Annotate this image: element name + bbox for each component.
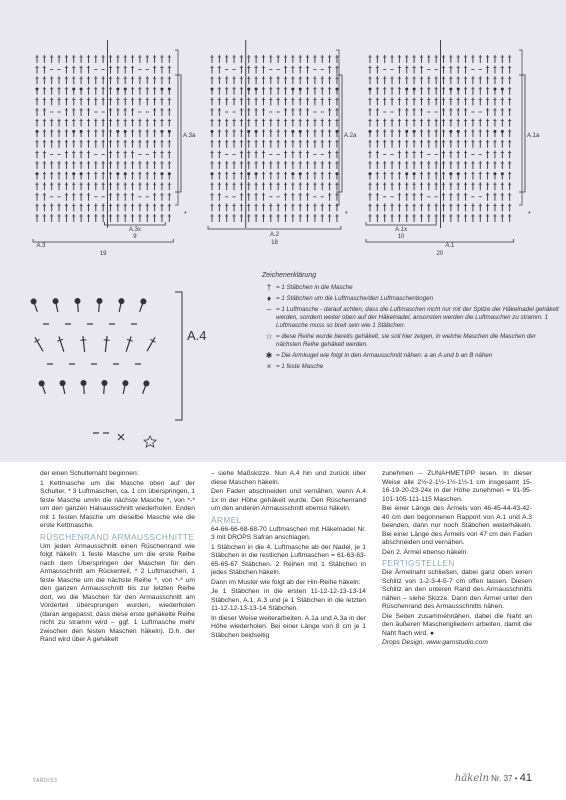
dagger-icon: † <box>266 283 272 292</box>
bobble-dot <box>72 130 75 133</box>
paragraph: Dann im Muster wie folgt ab der Hin-Reihe häkeln: <box>211 578 361 586</box>
bobble-dot <box>160 172 163 175</box>
credit-line: Drops Design, www.garnstudio.com <box>382 639 488 646</box>
bobble-dot <box>299 88 302 91</box>
ruffle-bobble <box>52 298 61 313</box>
bobble-dot <box>72 172 75 175</box>
width-label: A.3 <box>36 243 46 249</box>
bobble-dot <box>405 130 408 133</box>
ruffle-dagger <box>80 336 88 353</box>
bobble-dot <box>247 172 250 175</box>
width-label: A.1x <box>395 227 408 233</box>
ruffle-dagger <box>32 336 45 353</box>
legend-row <box>262 284 562 292</box>
ruffle-bobble <box>137 298 147 313</box>
ruffle-bobble <box>116 298 125 313</box>
ruffle-dagger <box>144 336 157 353</box>
bobble-dot <box>36 88 39 91</box>
ruffle-dagger <box>56 336 67 353</box>
star-marker: * <box>184 211 187 218</box>
page-number: 41 <box>519 772 532 784</box>
bobble-dot <box>255 172 258 175</box>
paragraph: Die Ärmelnaht schließen, dabei ganz oben einen Schlitz von 1-2-3-4-5-7 cm offen lassen. Diesen Schlitz an den unteren Rand des Armausschnitts nähen – siehe Skizze. Dann den Ärmel unter den Rüschenrand des Armausschnitts nähen. <box>382 569 532 610</box>
bobble-dot <box>457 88 460 91</box>
legend-row <box>262 363 562 371</box>
bobble-dot <box>369 130 372 133</box>
bobble-dot <box>38 380 46 388</box>
legend-row <box>262 295 562 303</box>
ruffle-dagger <box>102 336 110 353</box>
bobble-dot <box>335 130 338 133</box>
star-marker: * <box>345 211 348 218</box>
section-heading: RÜSCHENRAND ARMAUSSCHNITTE <box>40 532 195 542</box>
bobble-dot <box>52 298 59 305</box>
bobble-dot <box>168 88 171 91</box>
bobble-dot <box>405 172 408 175</box>
ruffle-bobble <box>96 298 103 312</box>
bobble-dot <box>405 88 408 91</box>
star-stitch <box>144 436 156 447</box>
width-label: 10 <box>397 234 405 240</box>
ruffle-bobble <box>30 298 40 313</box>
width-label: A.2 <box>269 232 279 238</box>
text-column-3 <box>382 470 532 649</box>
bobble-dot <box>493 130 496 133</box>
paragraph: zunehmen – ZUNAHMETIPP lesen. In dieser Weise alle 2½-2-1½-1½-1½-1 cm insgesamt 15-16-19-20-23-24x in der Höhe zunehmen = 91-95-101-105-111-115 Maschen. <box>382 470 532 503</box>
width-label: 18 <box>271 240 278 246</box>
width-label: 19 <box>99 251 107 257</box>
bobble-dot <box>74 298 80 304</box>
dagger-bar <box>104 340 110 341</box>
paragraph: 64-66-66-68-68-70 Luftmaschen mit Häkelnadel Nr. 3 mit DROPS Safran anschlagen. <box>211 525 366 541</box>
bobble-dot <box>122 380 129 387</box>
bobble-dot <box>247 130 250 133</box>
star-marker: * <box>528 211 531 218</box>
bobble-dot <box>80 130 83 133</box>
bobble-dot <box>36 172 39 175</box>
bobble-dot <box>247 88 250 91</box>
width-label: A.3x <box>128 227 141 233</box>
bobble-dot <box>413 88 416 91</box>
paragraph: Um jeden Armausschnitt einen Rüschenrand wie folgt häkeln: 1 feste Masche um die erste Reihe nach dem Überspringen der Maschen für den Armausschnitt am Rückenteil, * 2 Luftmaschen, 1 feste Masche um die nächste Reihe *, von *-* um den ganzen Armausschnitt bis zur letzten Reihe dort, wo die Maschen für den Armausschnitt am Vorderteil übersprungen wurden, wiederholen (daran angepasst, dass diese erste gehäkelte Reihe nicht zu stramm wird – ggf. 1 Luftmasche mehr zwischen den festen Maschen häkeln). D.h. der Rand wird über A gehäkelt <box>40 542 195 643</box>
repeat-bracket <box>175 50 178 205</box>
repeat-bracket <box>519 50 522 205</box>
dagger-stem <box>83 336 85 352</box>
paragraph: Den Faden abschneiden und vernähen, wenn A.4 1x in der Höhe gehäkelt wurde. Den Rüschenrand um den anderen Armausschnitt ebenso häkeln. <box>211 488 366 512</box>
magazine-name: häkeln <box>454 773 489 784</box>
paragraph: – siehe Maßskizze. Nun A.4 hin und zurück über diese Maschen häkeln. <box>211 470 366 486</box>
ruffle-bobble <box>101 380 108 394</box>
bobble-dot <box>501 88 504 91</box>
bobble-dot <box>299 130 302 133</box>
paragraph: Je 1 Stäbchen in die ersten 11-12-12-13-13-14 Stäbchen, A.1, A.3 und je 1 Stäbchen in die letzten 11-12-12-13-13-14 Stäbchen. <box>211 588 366 612</box>
text-column-1 <box>40 470 195 646</box>
bobble-dot <box>255 130 258 133</box>
legend-title: Zeichenerklärung <box>262 272 317 279</box>
bobble-dot <box>118 298 125 305</box>
section-heading: ÄRMEL <box>211 515 242 525</box>
repeat-label: A.2a <box>344 133 357 139</box>
bobble-dot <box>413 172 416 175</box>
bobble-dot <box>457 172 460 175</box>
bobble-dot <box>457 130 460 133</box>
dagger-stem <box>126 336 131 351</box>
repeat-label: A.3a <box>183 133 196 139</box>
bobble-dot <box>101 380 107 386</box>
repeat-bracket <box>175 292 182 420</box>
legend-text: = 1 Stäbchen in die Masche <box>276 284 353 291</box>
ruffle-bobble <box>38 380 48 395</box>
legend-row <box>262 306 562 330</box>
bobble-dot <box>124 172 127 175</box>
bobble-dot <box>211 130 214 133</box>
bobble-dot <box>369 88 372 91</box>
bobble-dot <box>80 88 83 91</box>
bobble-dot <box>501 130 504 133</box>
bobble-dot <box>59 380 66 387</box>
width-label: 20 <box>436 251 444 257</box>
paragraph: Die Seiten zusammennähen, dabei die Naht an den äußeren Maschengliedern arbeiten, damit die Naht flach wird. ● <box>382 612 532 637</box>
width-bracket <box>366 222 436 225</box>
bobble-dot <box>96 298 102 304</box>
bobble-dot <box>291 172 294 175</box>
width-bracket <box>208 226 341 229</box>
legend-text: = 1 feste Masche <box>276 363 324 370</box>
bobble-dot <box>116 172 119 175</box>
bobble-dot <box>255 88 258 91</box>
a4-label: A.4 <box>187 328 207 343</box>
ruffle-bobble <box>59 380 68 395</box>
bobble-dot <box>501 172 504 175</box>
bobble-dot <box>449 172 452 175</box>
bobble-dot <box>124 88 127 91</box>
bobble-icon: ♦ <box>266 294 272 303</box>
bobble-dot <box>143 380 151 388</box>
legend-text: = diese Reihe wurde bereits gehäkelt, sie soll hier zeigen, in welche Maschen die Maschen der nächsten Reihe gehäkelt werden. <box>276 333 536 348</box>
bobble-dot <box>291 88 294 91</box>
bobble-dot <box>124 130 127 133</box>
bobble-dot <box>299 172 302 175</box>
cross-stitch <box>118 434 124 440</box>
bobble-dot <box>160 88 163 91</box>
issue-number: Nr. 37 <box>491 774 513 783</box>
bobble-dot <box>493 88 496 91</box>
footer-code: TARDIS3 <box>33 778 58 784</box>
bobble-dot <box>449 88 452 91</box>
bobble-dot <box>335 172 338 175</box>
paragraph: Den 2. Ärmel ebenso häkeln. <box>382 548 469 556</box>
dagger-stem <box>105 336 107 352</box>
bobble-dot <box>335 88 338 91</box>
dash-icon: – <box>266 305 272 314</box>
bobble-dot <box>369 172 372 175</box>
ruffle-bobble <box>120 380 129 395</box>
width-label: 9 <box>133 234 137 240</box>
bobble-dot <box>413 130 416 133</box>
legend-text: = 1 Stäbchen um die Luftmasche/den Luftmaschenbogen <box>276 295 434 302</box>
bobble-dot <box>168 172 171 175</box>
bobble-dot <box>30 298 38 306</box>
legend-row <box>262 352 562 360</box>
bobble-dot <box>291 130 294 133</box>
cross-icon: × <box>266 362 272 371</box>
star-icon: ☆ <box>265 332 273 341</box>
width-bracket <box>366 239 514 242</box>
bobble-dot <box>80 380 86 386</box>
width-label: A.1 <box>445 243 455 249</box>
legend-text: = 1 Luftmasche - darauf achten, dass die Luftmaschen nicht nur mit der Spitze der Häkelnadel gehäkelt werden, sondern weiter oben auf der Häkelnadel, ansonsten werden die Luftmaschen zu stramm. 1 Luftmasche muss so breit sein wie 1 Stäbchen. <box>276 306 559 329</box>
bobble-dot <box>211 172 214 175</box>
bullet: • <box>514 774 518 783</box>
bobble-dot <box>449 130 452 133</box>
bobble-dot <box>80 172 83 175</box>
text-column-2 <box>211 470 366 641</box>
bobble-dot <box>211 88 214 91</box>
repeat-bracket <box>336 50 339 205</box>
ruffle-bobble <box>74 298 81 312</box>
paragraph: Bei einer Länge des Ärmels von 46-45-44-43-42-40 cm den begonnenen Rapport von A.1 und A.3 beenden, dann nur noch Stäbchen weiterhäkeln. Bei einer Länge des Ärmels von 47 cm den Faden abschneiden und vernähen. <box>382 505 532 546</box>
page-footer <box>455 772 532 784</box>
section-heading: FERTIGSTELLEN <box>382 559 455 568</box>
ruffle-bobble <box>140 380 150 395</box>
asterisk-icon: ✱ <box>265 351 273 360</box>
paragraph: der einen Schulternaht beginnen: <box>40 470 139 477</box>
legend-row <box>262 333 562 349</box>
paragraph: In dieser Weise weiterarbeiten. A.1a und A.3a in der Höhe wiederholen. Bei einer Länge von 8 cm je 1 Stäbchen beidseitig <box>211 614 366 639</box>
paragraph: 1 Stäbchen in die 4. Luftmasche ab der Nadel, je 1 Stäbchen in die restlichen Luftmaschen = 61-63-63-65-65-67 Stäbchen. 2 Reihen mit 1 Stäbchen in jedes Stäbchen häkeln. <box>211 543 366 576</box>
width-bracket <box>105 222 166 225</box>
bobble-dot <box>36 130 39 133</box>
bobble-dot <box>116 130 119 133</box>
repeat-label: A.1a <box>527 133 540 139</box>
symbol-legend <box>262 272 562 374</box>
paragraph: 1 Kettmasche um die Masche oben auf der Schulter, * 3 Luftmaschen, ca. 1 cm überspringen, 1 feste Masche um/in die nächste Masche *, von *-* um den ganzen Halsausschnitt wiederholen. Enden mit 1 festen Masche um dieselbe Masche wie die erste Kettmasche. <box>40 479 195 529</box>
bobble-dot <box>168 130 171 133</box>
dagger-bar <box>80 340 86 341</box>
bobble-dot <box>116 88 119 91</box>
legend-text: = Die Armkugel wie folgt in den Armausschnitt nähen: a an A und b an B nähen <box>276 352 493 359</box>
ruffle-dagger <box>123 336 134 353</box>
bobble-dot <box>72 88 75 91</box>
ruffle-bobble <box>80 380 87 394</box>
dagger-stem <box>59 336 64 351</box>
bobble-dot <box>160 130 163 133</box>
bobble-dot <box>140 298 148 306</box>
width-bracket <box>33 239 173 242</box>
bobble-dot <box>493 172 496 175</box>
